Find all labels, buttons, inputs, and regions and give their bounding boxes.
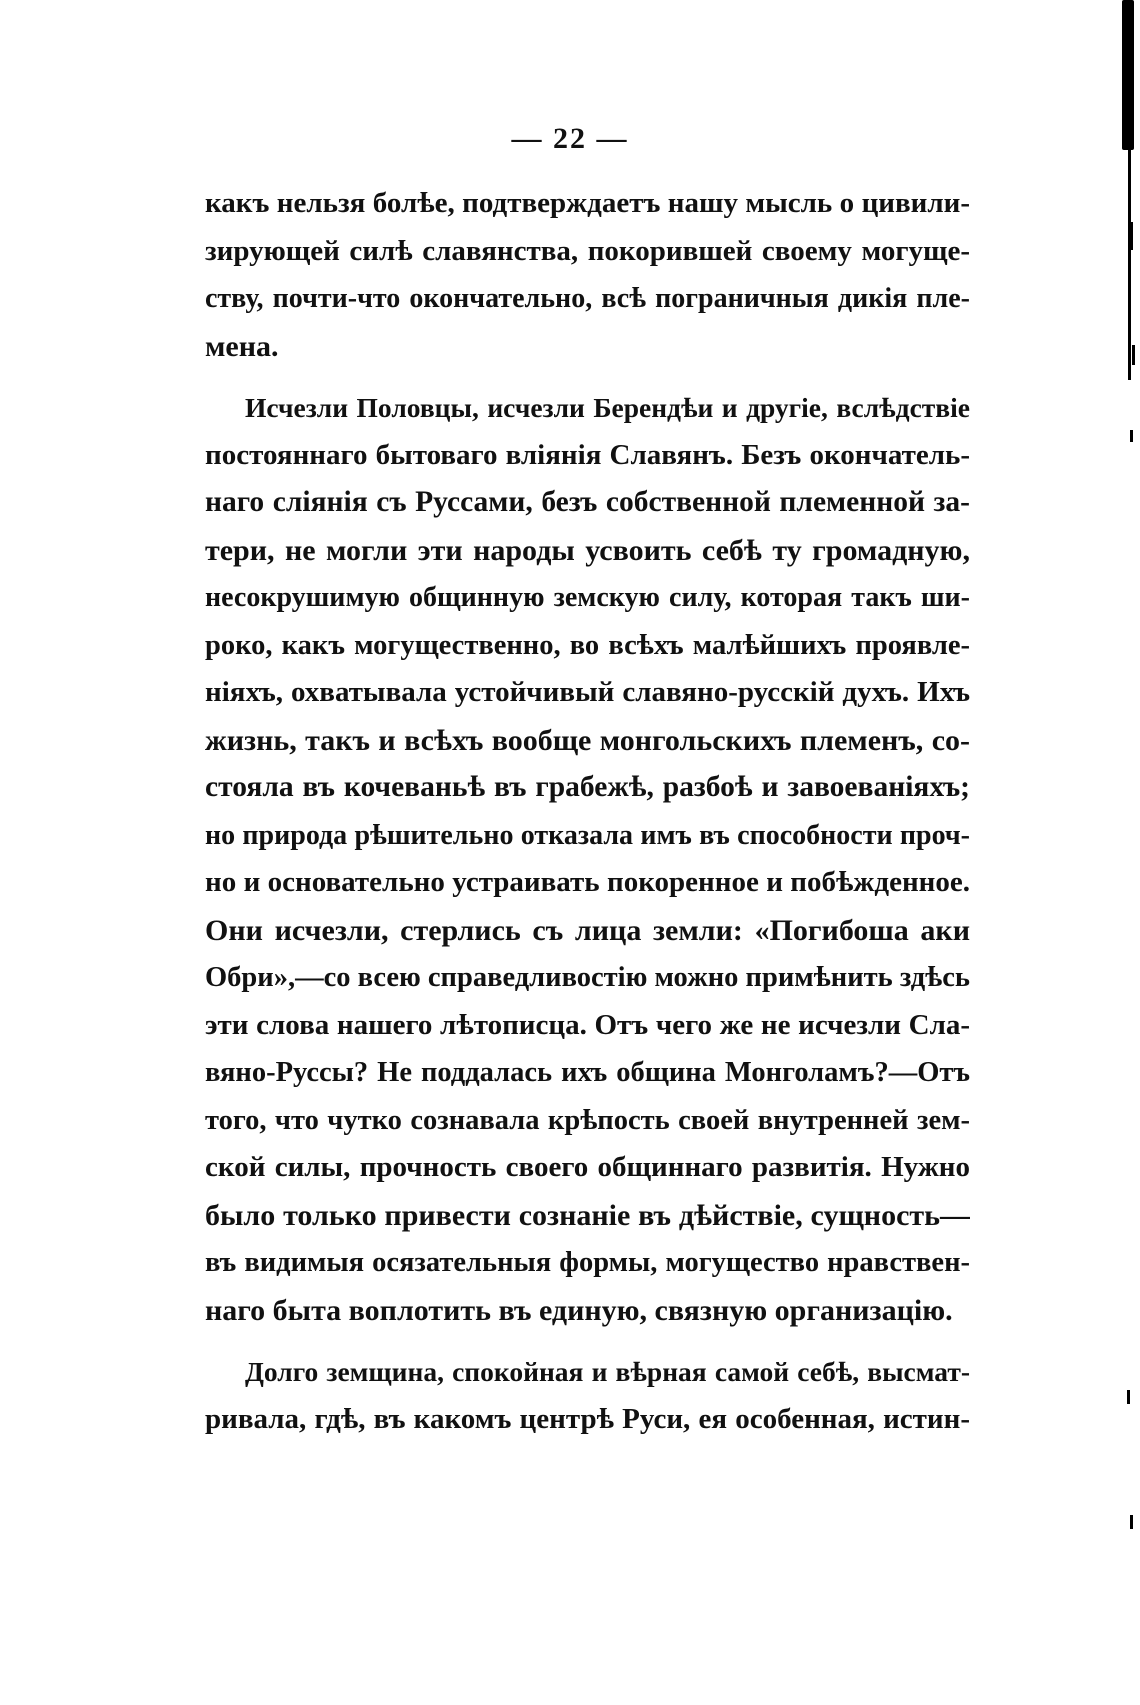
text-line: ству, почти-что окончательно, всѣ пограничныя дикія пле- (205, 283, 970, 314)
text-line: того, что чутко сознавала крѣпость своей внутренней зем- (205, 1104, 970, 1136)
text-line: вяно-Руссы? Не поддалась ихъ община Монголамъ?—Отъ (205, 1057, 970, 1088)
scan-edge-line (1128, 150, 1131, 380)
paragraph-2 (205, 384, 970, 1334)
text-line: тери, не могли эти народы усвоить себѣ ту громадную, (205, 533, 970, 567)
text-line: жизнь, такъ и всѣхъ вообще монгольскихъ племенъ, со- (205, 723, 970, 757)
text-line: было только привести сознаніе въ дѣйствіе, сущность— (205, 1198, 970, 1232)
text-line: наго быта воплотить въ единую, связную организацію. (205, 1293, 953, 1327)
text-line: Долго земщина, спокойная и вѣрная самой себѣ, высмат- (245, 1356, 970, 1387)
text-line: Они исчезли, стерлись съ лица земли: «Погибоша аки (205, 913, 970, 947)
text-line: Исчезли Половцы, исчезли Берендѣи и другіе, вслѣдствіе (245, 392, 970, 423)
text-line: но природа рѣшительно отказала имъ въ способности проч- (205, 819, 970, 851)
body-text (205, 180, 970, 1443)
scan-edge-speck (1130, 1515, 1133, 1529)
scan-edge-shadow (1122, 0, 1134, 150)
text-line: Обри»,—со всею справедливостію можно примѣнить здѣсь (205, 962, 970, 993)
paragraph-3 (205, 1348, 970, 1443)
text-line: въ видимыя осязательныя формы, могущество нравствен- (205, 1247, 970, 1278)
text-line: эти слова нашего лѣтописца. Отъ чего же не исчезли Сла- (205, 1008, 970, 1041)
paragraph-1 (205, 180, 970, 370)
text-line: ніяхъ, охватывала устойчивый славяно-русскій духъ. Ихъ (205, 676, 970, 708)
text-line: несокрушимую общинную земскую силу, которая такъ ши- (205, 582, 970, 613)
scan-edge-speck (1130, 222, 1133, 250)
text-line: зирующей силѣ славянства, покорившей своему могуще- (205, 234, 970, 267)
scan-edge-speck (1130, 430, 1133, 442)
text-line: мена. (205, 329, 279, 363)
text-line: постояннаго бытоваго вліянія Славянъ. Безъ окончатель- (205, 438, 970, 471)
text-line: какъ нельзя болѣе, подтверждаетъ нашу мысль о цивили- (205, 187, 970, 219)
scan-edge-speck (1127, 1390, 1130, 1404)
scan-edge-speck (1132, 345, 1135, 365)
page-number: — 22 — (511, 122, 629, 155)
text-line: наго слiянія съ Руссами, безъ собственной племенной за- (205, 486, 970, 518)
text-line: но и основательно устраивать покоренное и побѣжденное. (205, 866, 970, 898)
text-line: ской силы, прочность своего общиннаго развитія. Нужно (205, 1151, 970, 1183)
text-line: роко, какъ могущественно, во всѣхъ малѣйшихъ проявле- (205, 629, 970, 661)
text-line: стояла въ кочеваньѣ въ грабежѣ, разбоѣ и завоеваніяхъ; (205, 771, 970, 803)
text-line: ривала, гдѣ, въ какомъ центрѣ Руси, ея особенная, истин- (205, 1402, 970, 1435)
